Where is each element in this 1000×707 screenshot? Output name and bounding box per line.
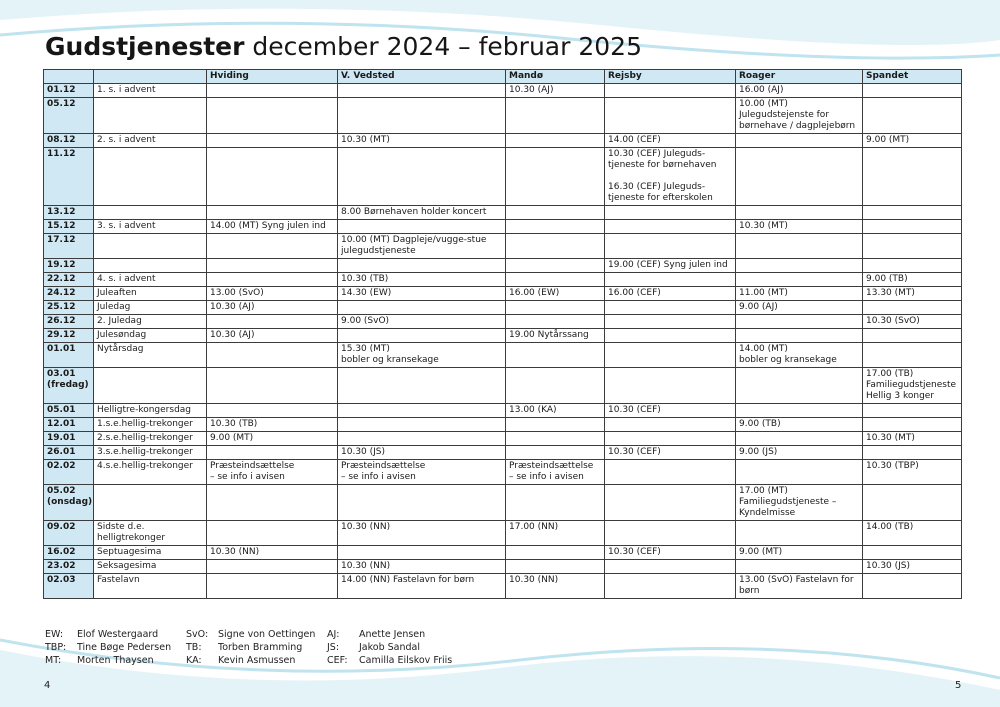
cell-mando xyxy=(506,546,605,560)
table-row xyxy=(44,220,962,234)
legend-abbreviation: MT: xyxy=(45,655,62,666)
cell-rejsby: 10.30 (CEF) Juleguds- tjeneste for børnehaven 16.30 (CEF) Juleguds- tjeneste for efterskolen xyxy=(605,148,736,206)
legend-name: Torben Bramming xyxy=(218,642,303,653)
cell-rejsby xyxy=(605,521,736,546)
title-bold: Gudstjenester xyxy=(45,32,245,61)
cell-hviding: 13.00 (SvO) xyxy=(207,287,338,301)
cell-spandet: 9.00 (TB) xyxy=(863,273,962,287)
cell-hviding xyxy=(207,134,338,148)
legend-entry xyxy=(327,628,425,641)
cell-mando xyxy=(506,134,605,148)
cell-mando xyxy=(506,343,605,368)
cell-hviding xyxy=(207,521,338,546)
table-row xyxy=(44,446,962,460)
cell-mando: 10.30 (AJ) xyxy=(506,84,605,98)
cell-mando xyxy=(506,315,605,329)
cell-hviding xyxy=(207,84,338,98)
legend-name: Anette Jensen xyxy=(359,629,426,640)
cell-day xyxy=(94,234,207,259)
cell-date: 29.12 xyxy=(44,329,94,343)
cell-roager xyxy=(736,234,863,259)
cell-spandet xyxy=(863,546,962,560)
cell-hviding xyxy=(207,343,338,368)
cell-mando: 13.00 (KA) xyxy=(506,404,605,418)
cell-roager xyxy=(736,404,863,418)
cell-rejsby xyxy=(605,343,736,368)
legend-entry xyxy=(45,654,186,667)
page-number-left: 4 xyxy=(44,680,51,691)
cell-hviding: 10.30 (TB) xyxy=(207,418,338,432)
cell-rejsby xyxy=(605,206,736,220)
table-row xyxy=(44,574,962,599)
cell-day xyxy=(94,485,207,521)
cell-day: Sidste d.e. helligtrekonger xyxy=(94,521,207,546)
cell-mando xyxy=(506,301,605,315)
cell-date: 01.12 xyxy=(44,84,94,98)
cell-rejsby xyxy=(605,98,736,134)
cell-roager xyxy=(736,521,863,546)
legend-entry xyxy=(186,628,327,641)
table-row xyxy=(44,460,962,485)
table-row xyxy=(44,329,962,343)
table-row xyxy=(44,206,962,220)
cell-roager xyxy=(736,206,863,220)
cell-hviding xyxy=(207,148,338,206)
cell-hviding: 10.30 (AJ) xyxy=(207,329,338,343)
page-title xyxy=(45,32,642,61)
cell-day xyxy=(94,148,207,206)
cell-roager: 9.00 (AJ) xyxy=(736,301,863,315)
schedule-body xyxy=(44,84,962,599)
legend-entry xyxy=(186,641,327,654)
cell-rejsby: 19.00 (CEF) Syng julen ind xyxy=(605,259,736,273)
cell-v-vedsted xyxy=(338,368,506,404)
table-row xyxy=(44,134,962,148)
cell-day: 3. s. i advent xyxy=(94,220,207,234)
cell-date: 02.02 xyxy=(44,460,94,485)
cell-hviding xyxy=(207,560,338,574)
cell-date: 25.12 xyxy=(44,301,94,315)
table-row xyxy=(44,368,962,404)
cell-roager: 9.00 (JS) xyxy=(736,446,863,460)
table-row xyxy=(44,404,962,418)
col-header-date xyxy=(44,70,94,84)
legend-abbreviation: TBP: xyxy=(45,642,67,653)
cell-spandet xyxy=(863,84,962,98)
cell-date: 05.01 xyxy=(44,404,94,418)
legend-row xyxy=(45,628,452,641)
cell-hviding xyxy=(207,485,338,521)
legend-abbreviation: JS: xyxy=(327,642,340,653)
cell-rejsby xyxy=(605,574,736,599)
cell-spandet: 9.00 (MT) xyxy=(863,134,962,148)
cell-date: 19.01 xyxy=(44,432,94,446)
cell-day: 4. s. i advent xyxy=(94,273,207,287)
cell-v-vedsted xyxy=(338,404,506,418)
cell-date: 23.02 xyxy=(44,560,94,574)
cell-v-vedsted: 10.30 (NN) xyxy=(338,560,506,574)
cell-date: 01.01 xyxy=(44,343,94,368)
cell-spandet: 10.30 (TBP) xyxy=(863,460,962,485)
cell-mando xyxy=(506,273,605,287)
legend-entry xyxy=(327,654,452,667)
cell-roager: 17.00 (MT) Familiegudstjeneste – Kyndelmisse xyxy=(736,485,863,521)
cell-roager: 10.30 (MT) xyxy=(736,220,863,234)
cell-v-vedsted: 8.00 Børnehaven holder koncert xyxy=(338,206,506,220)
cell-day xyxy=(94,206,207,220)
cell-spandet: 10.30 (SvO) xyxy=(863,315,962,329)
cell-rejsby xyxy=(605,560,736,574)
cell-date: 09.02 xyxy=(44,521,94,546)
cell-roager xyxy=(736,273,863,287)
cell-rejsby xyxy=(605,84,736,98)
cell-day: Septuagesima xyxy=(94,546,207,560)
legend-abbreviation: CEF: xyxy=(327,655,348,666)
cell-rejsby xyxy=(605,220,736,234)
cell-mando xyxy=(506,368,605,404)
cell-mando xyxy=(506,259,605,273)
cell-v-vedsted xyxy=(338,301,506,315)
cell-rejsby xyxy=(605,485,736,521)
col-header-day xyxy=(94,70,207,84)
cell-day: Julesøndag xyxy=(94,329,207,343)
cell-v-vedsted: 14.30 (EW) xyxy=(338,287,506,301)
cell-hviding: 9.00 (MT) xyxy=(207,432,338,446)
abbreviation-legend xyxy=(45,628,452,667)
col-header-spandet: Spandet xyxy=(863,70,962,84)
legend-name: Kevin Asmussen xyxy=(218,655,296,666)
cell-day: Helligtre-kongersdag xyxy=(94,404,207,418)
cell-rejsby: 14.00 (CEF) xyxy=(605,134,736,148)
cell-date: 05.02 (onsdag) xyxy=(44,485,94,521)
cell-date: 16.02 xyxy=(44,546,94,560)
cell-v-vedsted xyxy=(338,259,506,273)
cell-hviding xyxy=(207,574,338,599)
col-header-roager: Roager xyxy=(736,70,863,84)
cell-day: 4.s.e.hellig-trekonger xyxy=(94,460,207,485)
cell-date: 05.12 xyxy=(44,98,94,134)
table-row xyxy=(44,485,962,521)
cell-day: Fastelavn xyxy=(94,574,207,599)
cell-hviding xyxy=(207,234,338,259)
cell-mando xyxy=(506,485,605,521)
cell-rejsby xyxy=(605,234,736,259)
cell-hviding: 14.00 (MT) Syng julen ind xyxy=(207,220,338,234)
cell-spandet xyxy=(863,574,962,599)
table-row xyxy=(44,98,962,134)
cell-day: Nytårsdag xyxy=(94,343,207,368)
cell-date: 02.03 xyxy=(44,574,94,599)
cell-rejsby xyxy=(605,301,736,315)
legend-abbreviation: KA: xyxy=(186,655,202,666)
cell-mando xyxy=(506,418,605,432)
cell-mando xyxy=(506,206,605,220)
cell-spandet xyxy=(863,446,962,460)
cell-date: 03.01 (fredag) xyxy=(44,368,94,404)
cell-day: 1. s. i advent xyxy=(94,84,207,98)
cell-day: 3.s.e.hellig-trekonger xyxy=(94,446,207,460)
cell-v-vedsted xyxy=(338,220,506,234)
cell-day xyxy=(94,259,207,273)
cell-day: 2.s.e.hellig-trekonger xyxy=(94,432,207,446)
legend-abbreviation: AJ: xyxy=(327,629,340,640)
cell-spandet xyxy=(863,485,962,521)
cell-v-vedsted xyxy=(338,432,506,446)
cell-date: 24.12 xyxy=(44,287,94,301)
legend-name: Camilla Eilskov Friis xyxy=(359,655,453,666)
cell-roager xyxy=(736,315,863,329)
table-row xyxy=(44,234,962,259)
col-header-hviding: Hviding xyxy=(207,70,338,84)
cell-date: 15.12 xyxy=(44,220,94,234)
legend-entry xyxy=(327,641,420,654)
cell-spandet xyxy=(863,301,962,315)
cell-mando xyxy=(506,148,605,206)
cell-day: Juledag xyxy=(94,301,207,315)
cell-day: Juleaften xyxy=(94,287,207,301)
cell-v-vedsted xyxy=(338,329,506,343)
cell-v-vedsted: 14.00 (NN) Fastelavn for børn xyxy=(338,574,506,599)
legend-name: Morten Thaysen xyxy=(77,655,154,666)
cell-rejsby xyxy=(605,418,736,432)
table-row xyxy=(44,343,962,368)
cell-hviding: 10.30 (AJ) xyxy=(207,301,338,315)
cell-mando xyxy=(506,446,605,460)
cell-v-vedsted xyxy=(338,418,506,432)
cell-v-vedsted xyxy=(338,546,506,560)
legend-name: Signe von Oettingen xyxy=(218,629,316,640)
table-row xyxy=(44,148,962,206)
cell-mando: 10.30 (NN) xyxy=(506,574,605,599)
cell-v-vedsted: 9.00 (SvO) xyxy=(338,315,506,329)
cell-mando xyxy=(506,432,605,446)
cell-mando xyxy=(506,98,605,134)
cell-v-vedsted: 10.30 (NN) xyxy=(338,521,506,546)
cell-rejsby: 10.30 (CEF) xyxy=(605,546,736,560)
cell-mando: Præsteindsættelse – se info i avisen xyxy=(506,460,605,485)
cell-rejsby xyxy=(605,460,736,485)
cell-rejsby xyxy=(605,432,736,446)
cell-mando xyxy=(506,560,605,574)
cell-rejsby xyxy=(605,368,736,404)
col-header-v-vedsted: V. Vedsted xyxy=(338,70,506,84)
cell-hviding: Præsteindsættelse – se info i avisen xyxy=(207,460,338,485)
legend-row xyxy=(45,641,452,654)
legend-row xyxy=(45,654,452,667)
cell-spandet xyxy=(863,98,962,134)
cell-v-vedsted: 10.30 (TB) xyxy=(338,273,506,287)
cell-roager: 14.00 (MT) bobler og kransekage xyxy=(736,343,863,368)
service-schedule-table xyxy=(43,69,962,599)
cell-mando: 16.00 (EW) xyxy=(506,287,605,301)
cell-rejsby xyxy=(605,273,736,287)
table-row xyxy=(44,315,962,329)
cell-date: 17.12 xyxy=(44,234,94,259)
col-header-mando: Mandø xyxy=(506,70,605,84)
table-row xyxy=(44,546,962,560)
table-row xyxy=(44,84,962,98)
cell-roager xyxy=(736,432,863,446)
page-number-right: 5 xyxy=(955,680,962,691)
cell-v-vedsted: Præsteindsættelse – se info i avisen xyxy=(338,460,506,485)
cell-roager xyxy=(736,329,863,343)
cell-day: 2. s. i advent xyxy=(94,134,207,148)
table-row xyxy=(44,521,962,546)
table-row xyxy=(44,418,962,432)
cell-mando xyxy=(506,220,605,234)
cell-day: 2. Juledag xyxy=(94,315,207,329)
legend-abbreviation: TB: xyxy=(186,642,202,653)
cell-date: 12.01 xyxy=(44,418,94,432)
cell-roager xyxy=(736,460,863,485)
cell-spandet: 14.00 (TB) xyxy=(863,521,962,546)
cell-spandet: 13.30 (MT) xyxy=(863,287,962,301)
table-row xyxy=(44,432,962,446)
col-header-rejsby: Rejsby xyxy=(605,70,736,84)
legend-name: Jakob Sandal xyxy=(359,642,421,653)
cell-spandet xyxy=(863,259,962,273)
cell-hviding xyxy=(207,404,338,418)
cell-v-vedsted xyxy=(338,148,506,206)
cell-date: 19.12 xyxy=(44,259,94,273)
table-row xyxy=(44,301,962,315)
cell-v-vedsted: 10.00 (MT) Dagpleje/vugge-stue julegudstjeneste xyxy=(338,234,506,259)
cell-date: 11.12 xyxy=(44,148,94,206)
cell-hviding xyxy=(207,98,338,134)
cell-day: Seksagesima xyxy=(94,560,207,574)
cell-rejsby xyxy=(605,329,736,343)
cell-v-vedsted: 10.30 (MT) xyxy=(338,134,506,148)
cell-roager xyxy=(736,134,863,148)
legend-abbreviation: EW: xyxy=(45,629,64,640)
table-row xyxy=(44,287,962,301)
title-rest: december 2024 – februar 2025 xyxy=(252,32,642,61)
cell-hviding xyxy=(207,446,338,460)
cell-hviding xyxy=(207,315,338,329)
cell-v-vedsted xyxy=(338,84,506,98)
cell-spandet xyxy=(863,343,962,368)
cell-date: 13.12 xyxy=(44,206,94,220)
cell-roager: 10.00 (MT) Julegudstejenste for børnehave / dagplejebørn xyxy=(736,98,863,134)
table-row xyxy=(44,560,962,574)
cell-roager: 16.00 (AJ) xyxy=(736,84,863,98)
cell-spandet xyxy=(863,206,962,220)
cell-v-vedsted xyxy=(338,485,506,521)
cell-hviding xyxy=(207,259,338,273)
cell-spandet xyxy=(863,220,962,234)
cell-roager: 13.00 (SvO) Fastelavn for børn xyxy=(736,574,863,599)
cell-roager: 11.00 (MT) xyxy=(736,287,863,301)
cell-roager xyxy=(736,368,863,404)
cell-roager xyxy=(736,148,863,206)
cell-spandet xyxy=(863,329,962,343)
cell-rejsby xyxy=(605,315,736,329)
legend-name: Elof Westergaard xyxy=(77,629,159,640)
cell-spandet: 10.30 (JS) xyxy=(863,560,962,574)
cell-v-vedsted: 15.30 (MT) bobler og kransekage xyxy=(338,343,506,368)
header-row xyxy=(44,70,962,84)
cell-date: 26.01 xyxy=(44,446,94,460)
cell-mando: 17.00 (NN) xyxy=(506,521,605,546)
cell-rejsby: 10.30 (CEF) xyxy=(605,446,736,460)
cell-roager: 9.00 (TB) xyxy=(736,418,863,432)
cell-v-vedsted xyxy=(338,98,506,134)
cell-rejsby: 10.30 (CEF) xyxy=(605,404,736,418)
legend-abbreviation: SvO: xyxy=(186,629,209,640)
cell-spandet xyxy=(863,404,962,418)
cell-spandet xyxy=(863,148,962,206)
cell-hviding xyxy=(207,273,338,287)
cell-spandet xyxy=(863,234,962,259)
cell-date: 08.12 xyxy=(44,134,94,148)
cell-date: 22.12 xyxy=(44,273,94,287)
cell-hviding: 10.30 (NN) xyxy=(207,546,338,560)
legend-entry xyxy=(186,654,327,667)
cell-roager: 9.00 (MT) xyxy=(736,546,863,560)
cell-day xyxy=(94,98,207,134)
legend-entry xyxy=(45,641,186,654)
cell-day: 1.s.e.hellig-trekonger xyxy=(94,418,207,432)
cell-spandet: 10.30 (MT) xyxy=(863,432,962,446)
cell-v-vedsted: 10.30 (JS) xyxy=(338,446,506,460)
cell-roager xyxy=(736,259,863,273)
cell-hviding xyxy=(207,368,338,404)
cell-day xyxy=(94,368,207,404)
cell-mando xyxy=(506,234,605,259)
cell-rejsby: 16.00 (CEF) xyxy=(605,287,736,301)
cell-date: 26.12 xyxy=(44,315,94,329)
cell-hviding xyxy=(207,206,338,220)
cell-roager xyxy=(736,560,863,574)
cell-mando: 19.00 Nytårssang xyxy=(506,329,605,343)
cell-spandet: 17.00 (TB) Familiegudstjeneste Hellig 3 konger xyxy=(863,368,962,404)
legend-name: Tine Bøge Pedersen xyxy=(77,642,172,653)
cell-spandet xyxy=(863,418,962,432)
legend-entry xyxy=(45,628,186,641)
table-row xyxy=(44,259,962,273)
table-row xyxy=(44,273,962,287)
